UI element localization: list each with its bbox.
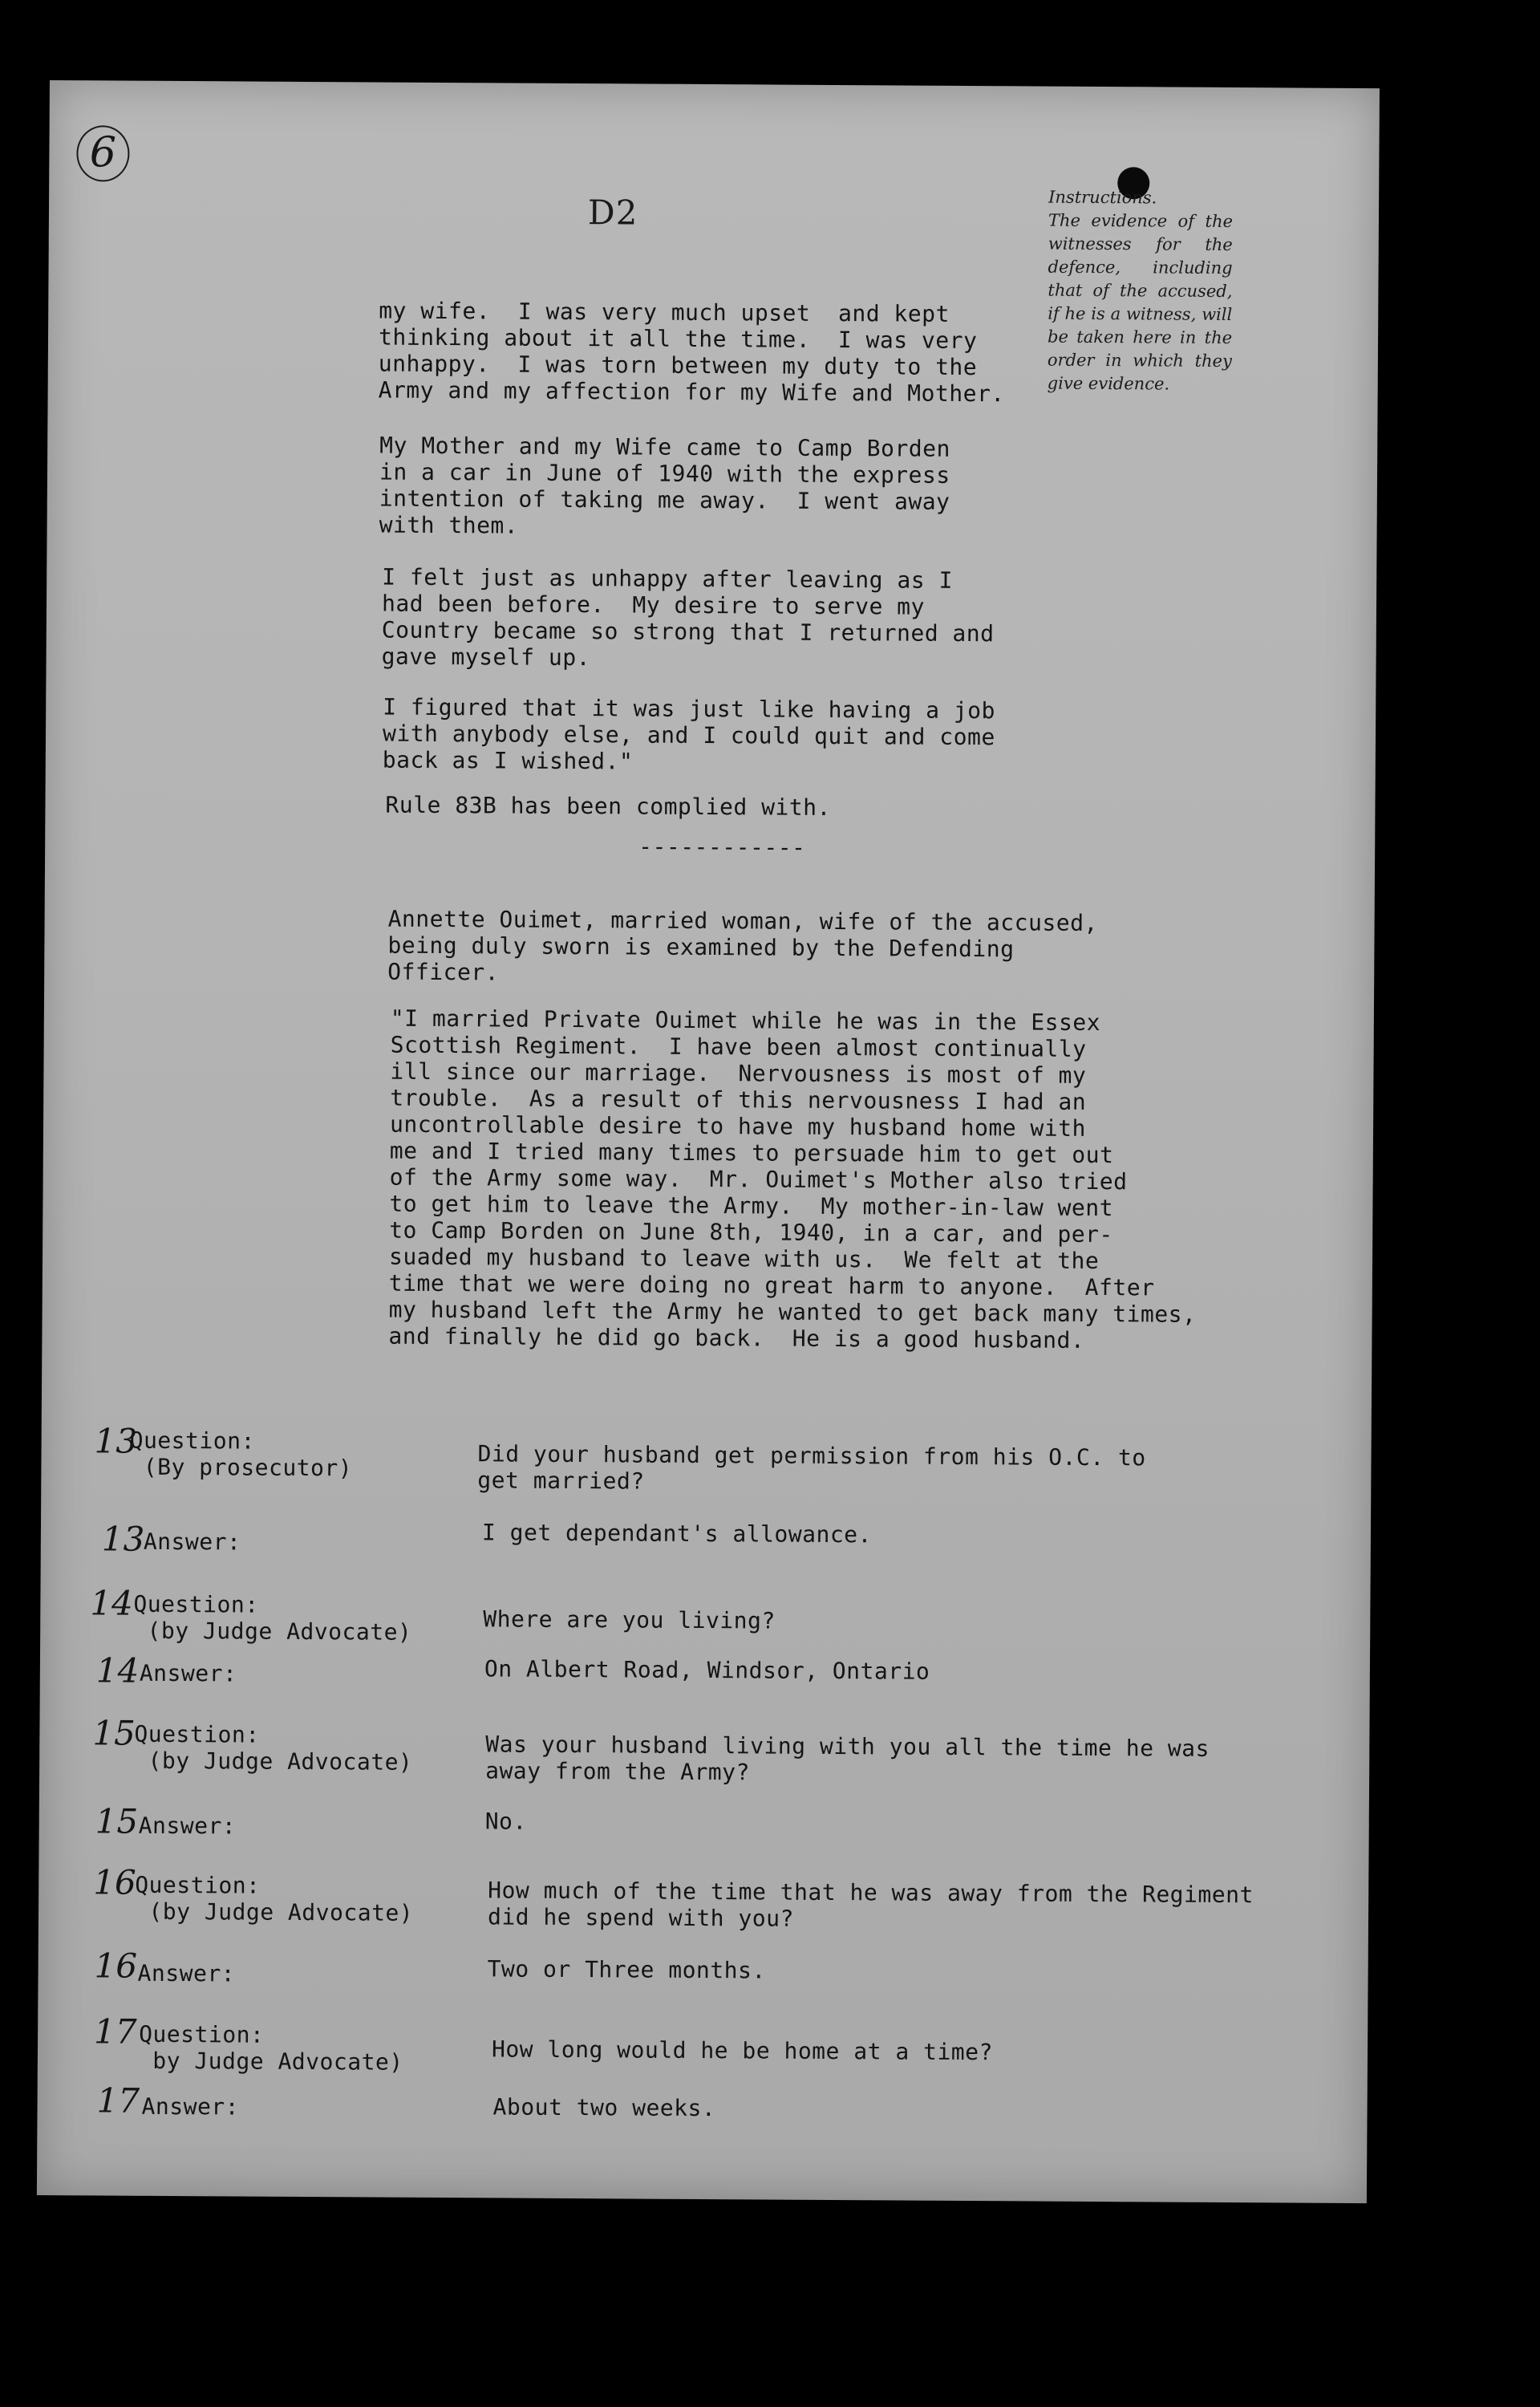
qa-number: 16 — [94, 1946, 138, 1986]
statement-paragraph: I felt just as unhappy after leaving as I had been before. My desire to serve my Country became so strong that I returned and gave myself up. — [381, 563, 995, 672]
page-number-circled: 6 — [76, 125, 129, 181]
qa-text: I get dependant's allowance. — [481, 1519, 873, 1549]
qa-text: Where are you living? — [483, 1605, 776, 1634]
instructions-body: The evidence of the witnesses for the defence, including that of the accused, if he is a witness, will be taken here in the order in which they give evidence. — [1047, 210, 1234, 394]
qa-label: Question: (by Judge Advocate) — [133, 1590, 412, 1646]
qa-label: Question: by Judge Advocate) — [138, 2020, 403, 2076]
qa-number: 14 — [95, 1650, 140, 1691]
qa-number: 13 — [94, 1421, 138, 1461]
qa-number: 15 — [92, 1713, 136, 1753]
qa-text: How much of the time that he was away from the Regiment did he spend with you? — [487, 1877, 1254, 1932]
rule-compliance-line: Rule 83B has been complied with. — [385, 791, 832, 821]
qa-label: Question: (by Judge Advocate) — [134, 1720, 413, 1776]
qa-text: Was your husband living with you all the time he was away from the Army? — [485, 1731, 1210, 1786]
qa-label: Question: (By prosecutor) — [129, 1427, 353, 1482]
statement-paragraph: my wife. I was very much upset and kept thinking about it all the time. I was very unhappy. I was torn between my duty to the Army and my affection for my Wife and Mother. — [378, 297, 1005, 408]
qa-number: 16 — [93, 1862, 136, 1902]
qa-text: How long would he be home at a time? — [491, 2036, 993, 2066]
qa-text: About two weeks. — [492, 2093, 716, 2122]
document-page — [37, 80, 1380, 2203]
form-code: D2 — [587, 193, 638, 233]
instructions-title: Instructions. — [1048, 187, 1157, 208]
qa-label: Answer: — [141, 2092, 240, 2121]
qa-number: 17 — [93, 2011, 137, 2052]
qa-text: On Albert Road, Windsor, Ontario — [484, 1655, 930, 1685]
statement-paragraph: I figured that it was just like having a job with anybody else, and I could quit and come back as I wished." — [382, 693, 996, 775]
statement-paragraph: My Mother and my Wife came to Camp Borden in a car in June of 1940 with the express intention of taking me away. I went away with them. — [379, 432, 950, 539]
witness-statement: "I married Private Ouimet while he was in the Essex Scottish Regiment. I have been almost continually ill since our marriage. Nervousness is most of my trouble. As a result of this nervousness I had an uncontrollable desire to have my husband home with me and I tried many times to persuade him to get out of the Army some way. Mr. Ouimet's Mother also tried to get him to leave the Army. My mother-in-law went to Camp Borden on June 8th, 1940, in a car, and per- suaded my husband to leave with us. We felt at the time that we were doing no great harm to anyone. After my husband left the Army he wanted to get back many times, and finally he did go back. He is a good husband. — [388, 1005, 1197, 1354]
qa-text: Two or Three months. — [487, 1955, 766, 1984]
instructions-note — [1048, 186, 1234, 396]
qa-label: Answer: — [139, 1659, 237, 1687]
qa-text: No. — [484, 1808, 527, 1835]
qa-number: 14 — [90, 1583, 134, 1623]
qa-label: Question: (by Judge Advocate) — [134, 1871, 414, 1926]
qa-text: Did your husband get permission from his O.C. to get married? — [477, 1440, 1146, 1495]
witness-intro: Annette Ouimet, married woman, wife of the accused, being duly sworn is examined by the Defending Officer. — [387, 905, 1098, 986]
qa-number: 13 — [101, 1519, 145, 1559]
qa-label: Answer: — [143, 1528, 241, 1556]
qa-label: Answer: — [137, 1959, 236, 1987]
qa-label: Answer: — [138, 1812, 237, 1840]
section-divider: ------------ — [638, 833, 806, 861]
qa-number: 17 — [96, 2080, 140, 2121]
qa-number: 15 — [95, 1801, 139, 1841]
